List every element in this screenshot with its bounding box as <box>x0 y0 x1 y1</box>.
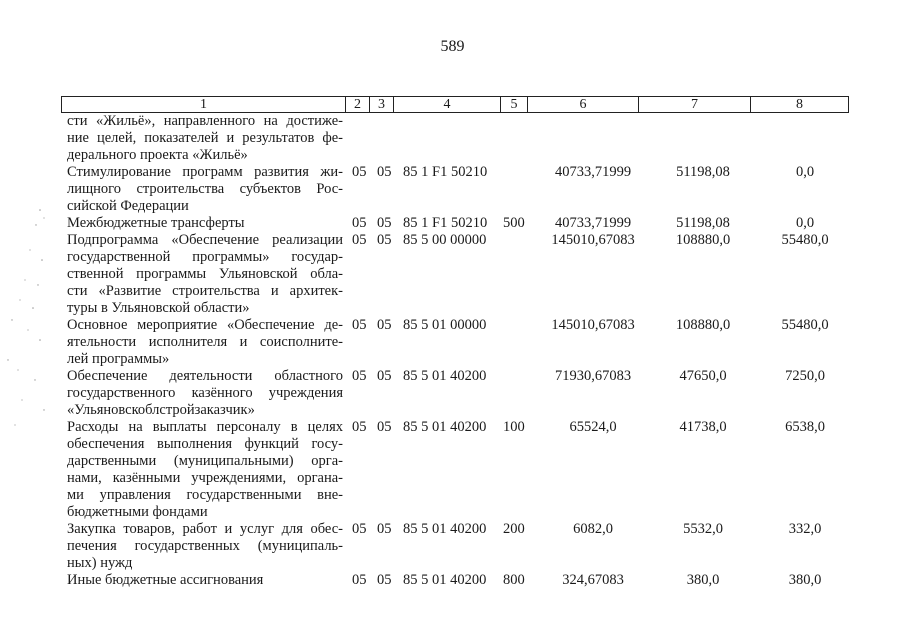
description-line: ных) нужд <box>67 555 133 571</box>
row-description <box>67 521 343 572</box>
cell-c2: 05 <box>352 317 367 333</box>
cell-c7: 380,0 <box>686 572 720 588</box>
cell-c5: 100 <box>503 419 525 435</box>
cell-c2: 05 <box>352 215 367 231</box>
cell-c7: 41738,0 <box>679 419 727 435</box>
cell-c3: 05 <box>377 521 392 537</box>
description-line: сти «Развитие строительства и архитек- <box>67 283 343 299</box>
description-line: печения государственных (муниципаль- <box>67 538 343 554</box>
column-header-5: 5 <box>500 97 527 112</box>
description-line: нами, казёнными учреждениями, органа- <box>67 470 343 486</box>
column-header-3: 3 <box>369 97 393 112</box>
description-line: Иные бюджетные ассигнования <box>67 572 264 588</box>
description-line: «Ульяновскоблстройзаказчик» <box>67 402 255 418</box>
cell-c2: 05 <box>352 232 367 248</box>
description-line: Подпрограмма «Обеспечение реализации <box>67 232 343 248</box>
description-line: обеспечения выполнения функций госу- <box>67 436 343 452</box>
description-line: бюджетными фондами <box>67 504 208 520</box>
description-line: Закупка товаров, работ и услуг для обес- <box>67 521 343 537</box>
cell-c7: 108880,0 <box>675 232 731 248</box>
cell-c6: 40733,71999 <box>554 164 632 180</box>
cell-c4: 85 5 01 00000 <box>403 317 487 333</box>
cell-c7: 108880,0 <box>675 317 731 333</box>
cell-c3: 05 <box>377 368 392 384</box>
description-line: сийской Федерации <box>67 198 189 214</box>
description-line: Межбюджетные трансферты <box>67 215 245 231</box>
description-line: лищного строительства субъектов Рос- <box>67 181 343 197</box>
description-line: Основное мероприятие «Обеспечение де- <box>67 317 343 333</box>
row-description <box>67 419 343 521</box>
row-description <box>67 572 343 589</box>
cell-c2: 05 <box>352 419 367 435</box>
cell-c4: 85 5 00 00000 <box>403 232 487 248</box>
cell-c7: 51198,08 <box>676 215 730 231</box>
column-header-1: 1 <box>200 97 207 112</box>
description-line: Обеспечение деятельности областного <box>67 368 343 384</box>
cell-c8: 0,0 <box>795 215 815 231</box>
column-header-2: 2 <box>345 97 369 112</box>
row-description <box>67 164 343 215</box>
cell-c6: 65524,0 <box>569 419 617 435</box>
cell-c8: 380,0 <box>788 572 822 588</box>
cell-c3: 05 <box>377 572 392 588</box>
description-line: ми управления государственными вне- <box>67 487 343 503</box>
description-line: ственной программы Ульяновской обла- <box>67 266 343 282</box>
cell-c6: 71930,67083 <box>554 368 632 384</box>
row-description <box>67 317 343 368</box>
cell-c4: 85 5 01 40200 <box>403 368 487 384</box>
cell-c8: 7250,0 <box>785 368 825 384</box>
cell-c3: 05 <box>377 164 392 180</box>
description-line: Стимулирование программ развития жи- <box>67 164 343 180</box>
row-description <box>67 113 343 164</box>
page-number: 589 <box>440 38 465 55</box>
cell-c3: 05 <box>377 215 392 231</box>
description-line: ятельности исполнителя и соисполните- <box>67 334 343 350</box>
column-header-7: 7 <box>638 97 750 112</box>
cell-c3: 05 <box>377 232 392 248</box>
row-description <box>67 215 343 232</box>
description-line: дерального проекта «Жильё» <box>67 147 248 163</box>
cell-c8: 6538,0 <box>785 419 825 435</box>
cell-c2: 05 <box>352 572 367 588</box>
cell-c2: 05 <box>352 368 367 384</box>
cell-c3: 05 <box>377 419 392 435</box>
cell-c2: 05 <box>352 521 367 537</box>
row-description <box>67 232 343 317</box>
description-line: лей программы» <box>67 351 170 367</box>
description-line: туры в Ульяновской области» <box>67 300 250 316</box>
cell-c8: 55480,0 <box>781 317 829 333</box>
cell-c2: 05 <box>352 164 367 180</box>
description-line: сти «Жильё», направленного на достиже- <box>67 113 343 129</box>
cell-c6: 6082,0 <box>573 521 613 537</box>
cell-c7: 51198,08 <box>676 164 730 180</box>
cell-c8: 0,0 <box>795 164 815 180</box>
description-line: государственного казённого учреждения <box>67 385 343 401</box>
cell-c4: 85 5 01 40200 <box>403 572 487 588</box>
cell-c8: 332,0 <box>788 521 822 537</box>
row-description <box>67 368 343 419</box>
cell-c6: 145010,67083 <box>551 317 635 333</box>
column-header-8: 8 <box>750 97 848 112</box>
cell-c6: 40733,71999 <box>554 215 632 231</box>
description-line: государственной программы» государ- <box>67 249 343 265</box>
cell-c7: 47650,0 <box>679 368 727 384</box>
description-line: дарственными (муниципальными) орга- <box>67 453 343 469</box>
scan-noise-marks <box>0 190 50 440</box>
description-line: ние целей, показателей и результатов фе- <box>67 130 343 146</box>
cell-c8: 55480,0 <box>781 232 829 248</box>
cell-c5: 500 <box>503 215 525 231</box>
cell-c6: 324,67083 <box>562 572 624 588</box>
cell-c7: 5532,0 <box>683 521 723 537</box>
cell-c4: 85 5 01 40200 <box>403 521 487 537</box>
cell-c5: 800 <box>503 572 525 588</box>
cell-c6: 145010,67083 <box>551 232 635 248</box>
column-header-6: 6 <box>527 97 638 112</box>
cell-c5: 200 <box>503 521 525 537</box>
cell-c3: 05 <box>377 317 392 333</box>
cell-c4: 85 1 F1 50210 <box>403 164 488 180</box>
column-header-4: 4 <box>393 97 500 112</box>
description-line: Расходы на выплаты персоналу в целях <box>67 419 343 435</box>
table-header-row <box>61 96 849 113</box>
cell-c4: 85 1 F1 50210 <box>403 215 488 231</box>
cell-c4: 85 5 01 40200 <box>403 419 487 435</box>
